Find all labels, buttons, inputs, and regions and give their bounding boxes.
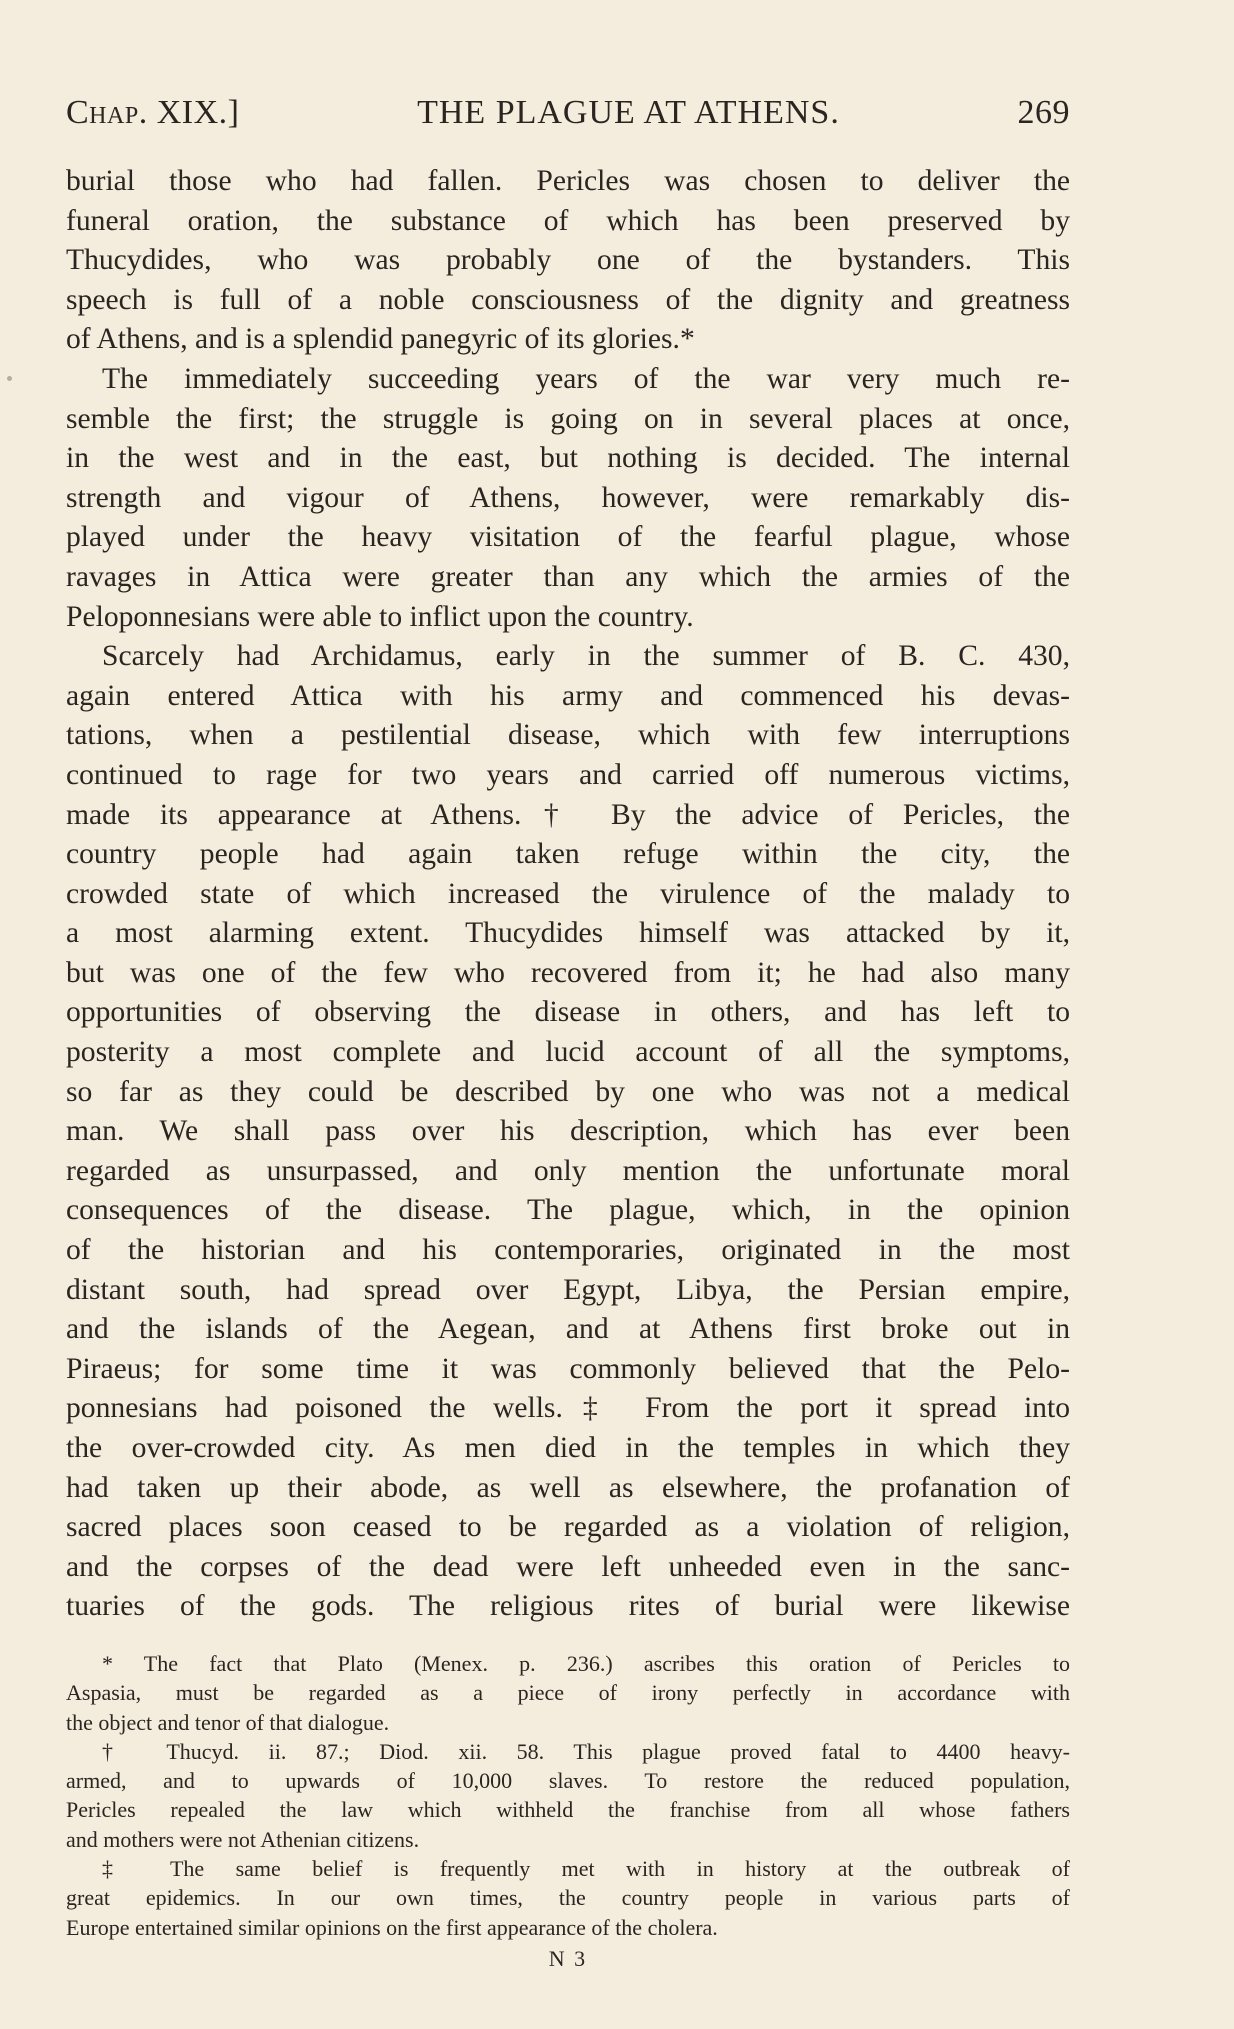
body-line: Peloponnesians were able to inflict upon the country. bbox=[66, 600, 694, 633]
body-line: consequences of the disease. The plague, which, in the opinion bbox=[66, 1194, 1070, 1227]
body-line: in the west and in the east, but nothing is decided. The internal bbox=[66, 442, 1070, 475]
chapter-label: Chap. XIX.] bbox=[66, 94, 240, 131]
footnotes bbox=[66, 1649, 1070, 1942]
body-line: The immediately succeeding years of the war very much re- bbox=[102, 362, 1070, 395]
footnote-line: the object and tenor of that dialogue. bbox=[66, 1709, 390, 1735]
body-line: and the islands of the Aegean, and at Athens first broke out in bbox=[66, 1313, 1070, 1346]
body-line: ponnesians had poisoned the wells.‡ From the port it spread into bbox=[66, 1392, 1070, 1425]
body-line: country people had again taken refuge within the city, the bbox=[66, 838, 1070, 871]
body-line: tuaries of the gods. The religious rites of burial were likewise bbox=[66, 1590, 1070, 1623]
body-line: played under the heavy visitation of the fearful plague, whose bbox=[66, 521, 1070, 554]
body-line: Thucydides, who was probably one of the bystanders. This bbox=[66, 244, 1070, 277]
body-line: funeral oration, the substance of which has been preserved by bbox=[66, 204, 1070, 237]
footnote-line: † Thucyd. ii. 87.; Diod. xii. 58. This plague proved fatal to 4400 heavy- bbox=[102, 1738, 1070, 1764]
body-line: sacred places soon ceased to be regarded as a violation of religion, bbox=[66, 1511, 1070, 1544]
body-line: Scarcely had Archidamus, early in the summer of B. C. 430, bbox=[102, 640, 1070, 673]
body-line: semble the first; the struggle is going on in several places at once, bbox=[66, 402, 1070, 435]
footnote-line: Europe entertained similar opinions on the first appearance of the cholera. bbox=[66, 1914, 718, 1940]
body-line: distant south, had spread over Egypt, Libya, the Persian empire, bbox=[66, 1273, 1070, 1306]
body-line: tations, when a pestilential disease, which with few interruptions bbox=[66, 719, 1070, 752]
body-text bbox=[66, 162, 1070, 1627]
body-line: of the historian and his contemporaries, originated in the most bbox=[66, 1234, 1070, 1267]
running-head bbox=[66, 92, 1070, 134]
footnote-line: Aspasia, must be regarded as a piece of irony perfectly in accordance with bbox=[66, 1680, 1070, 1706]
footnote-line: armed, and to upwards of 10,000 slaves. To restore the reduced population, bbox=[66, 1768, 1070, 1794]
body-line: the over-crowded city. As men died in the temples in which they bbox=[66, 1432, 1070, 1464]
body-line: again entered Attica with his army and commenced his devas- bbox=[66, 679, 1070, 712]
body-line: a most alarming extent. Thucydides himself was attacked by it, bbox=[66, 917, 1070, 950]
body-line: made its appearance at Athens.† By the advice of Pericles, the bbox=[66, 798, 1070, 831]
body-line: burial those who had fallen. Pericles was chosen to deliver the bbox=[66, 165, 1070, 197]
body-line: and the corpses of the dead were left unheeded even in the sanc- bbox=[66, 1550, 1070, 1583]
footnote-line: and mothers were not Athenian citizens. bbox=[66, 1826, 420, 1852]
footnote-line: great epidemics. In our own times, the country people in various parts of bbox=[66, 1885, 1070, 1911]
body-line: man. We shall pass over his description, which has ever been bbox=[66, 1115, 1070, 1148]
body-line: posterity a most complete and lucid account of all the symptoms, bbox=[66, 1036, 1070, 1069]
body-line: ravages in Attica were greater than any which the armies of the bbox=[66, 560, 1070, 593]
footnote-line: Pericles repealed the law which withheld the franchise from all whose fathers bbox=[66, 1797, 1070, 1823]
body-line: regarded as unsurpassed, and only mention the unfortunate moral bbox=[66, 1154, 1070, 1187]
footnote-line: ‡ The same belief is frequently met with in history at the outbreak of bbox=[102, 1856, 1070, 1882]
signature-mark: N 3 bbox=[548, 1945, 588, 1971]
body-line: but was one of the few who recovered from it; he had also many bbox=[66, 956, 1070, 989]
margin-speck bbox=[7, 376, 12, 381]
body-line: had taken up their abode, as well as elsewhere, the profanation of bbox=[66, 1471, 1070, 1504]
body-line: strength and vigour of Athens, however, were remarkably dis- bbox=[66, 481, 1070, 514]
body-line: Piraeus; for some time it was commonly believed that the Pelo- bbox=[66, 1352, 1070, 1385]
footnote-line: * The fact that Plato (Menex. p. 236.) ascribes this oration of Pericles to bbox=[102, 1650, 1070, 1676]
page-number: 269 bbox=[1017, 94, 1070, 131]
body-line: opportunities of observing the disease in others, and has left to bbox=[66, 996, 1070, 1029]
body-line: of Athens, and is a splendid panegyric of its glories.* bbox=[66, 323, 695, 356]
running-title: THE PLAGUE AT ATHENS. bbox=[417, 94, 840, 131]
book-page bbox=[66, 92, 1070, 1972]
body-line: continued to rage for two years and carried off numerous victims, bbox=[66, 758, 1070, 791]
body-line: so far as they could be described by one who was not a medical bbox=[66, 1075, 1070, 1108]
body-line: crowded state of which increased the virulence of the malady to bbox=[66, 877, 1070, 910]
body-line: speech is full of a noble consciousness of the dignity and greatness bbox=[66, 283, 1070, 316]
